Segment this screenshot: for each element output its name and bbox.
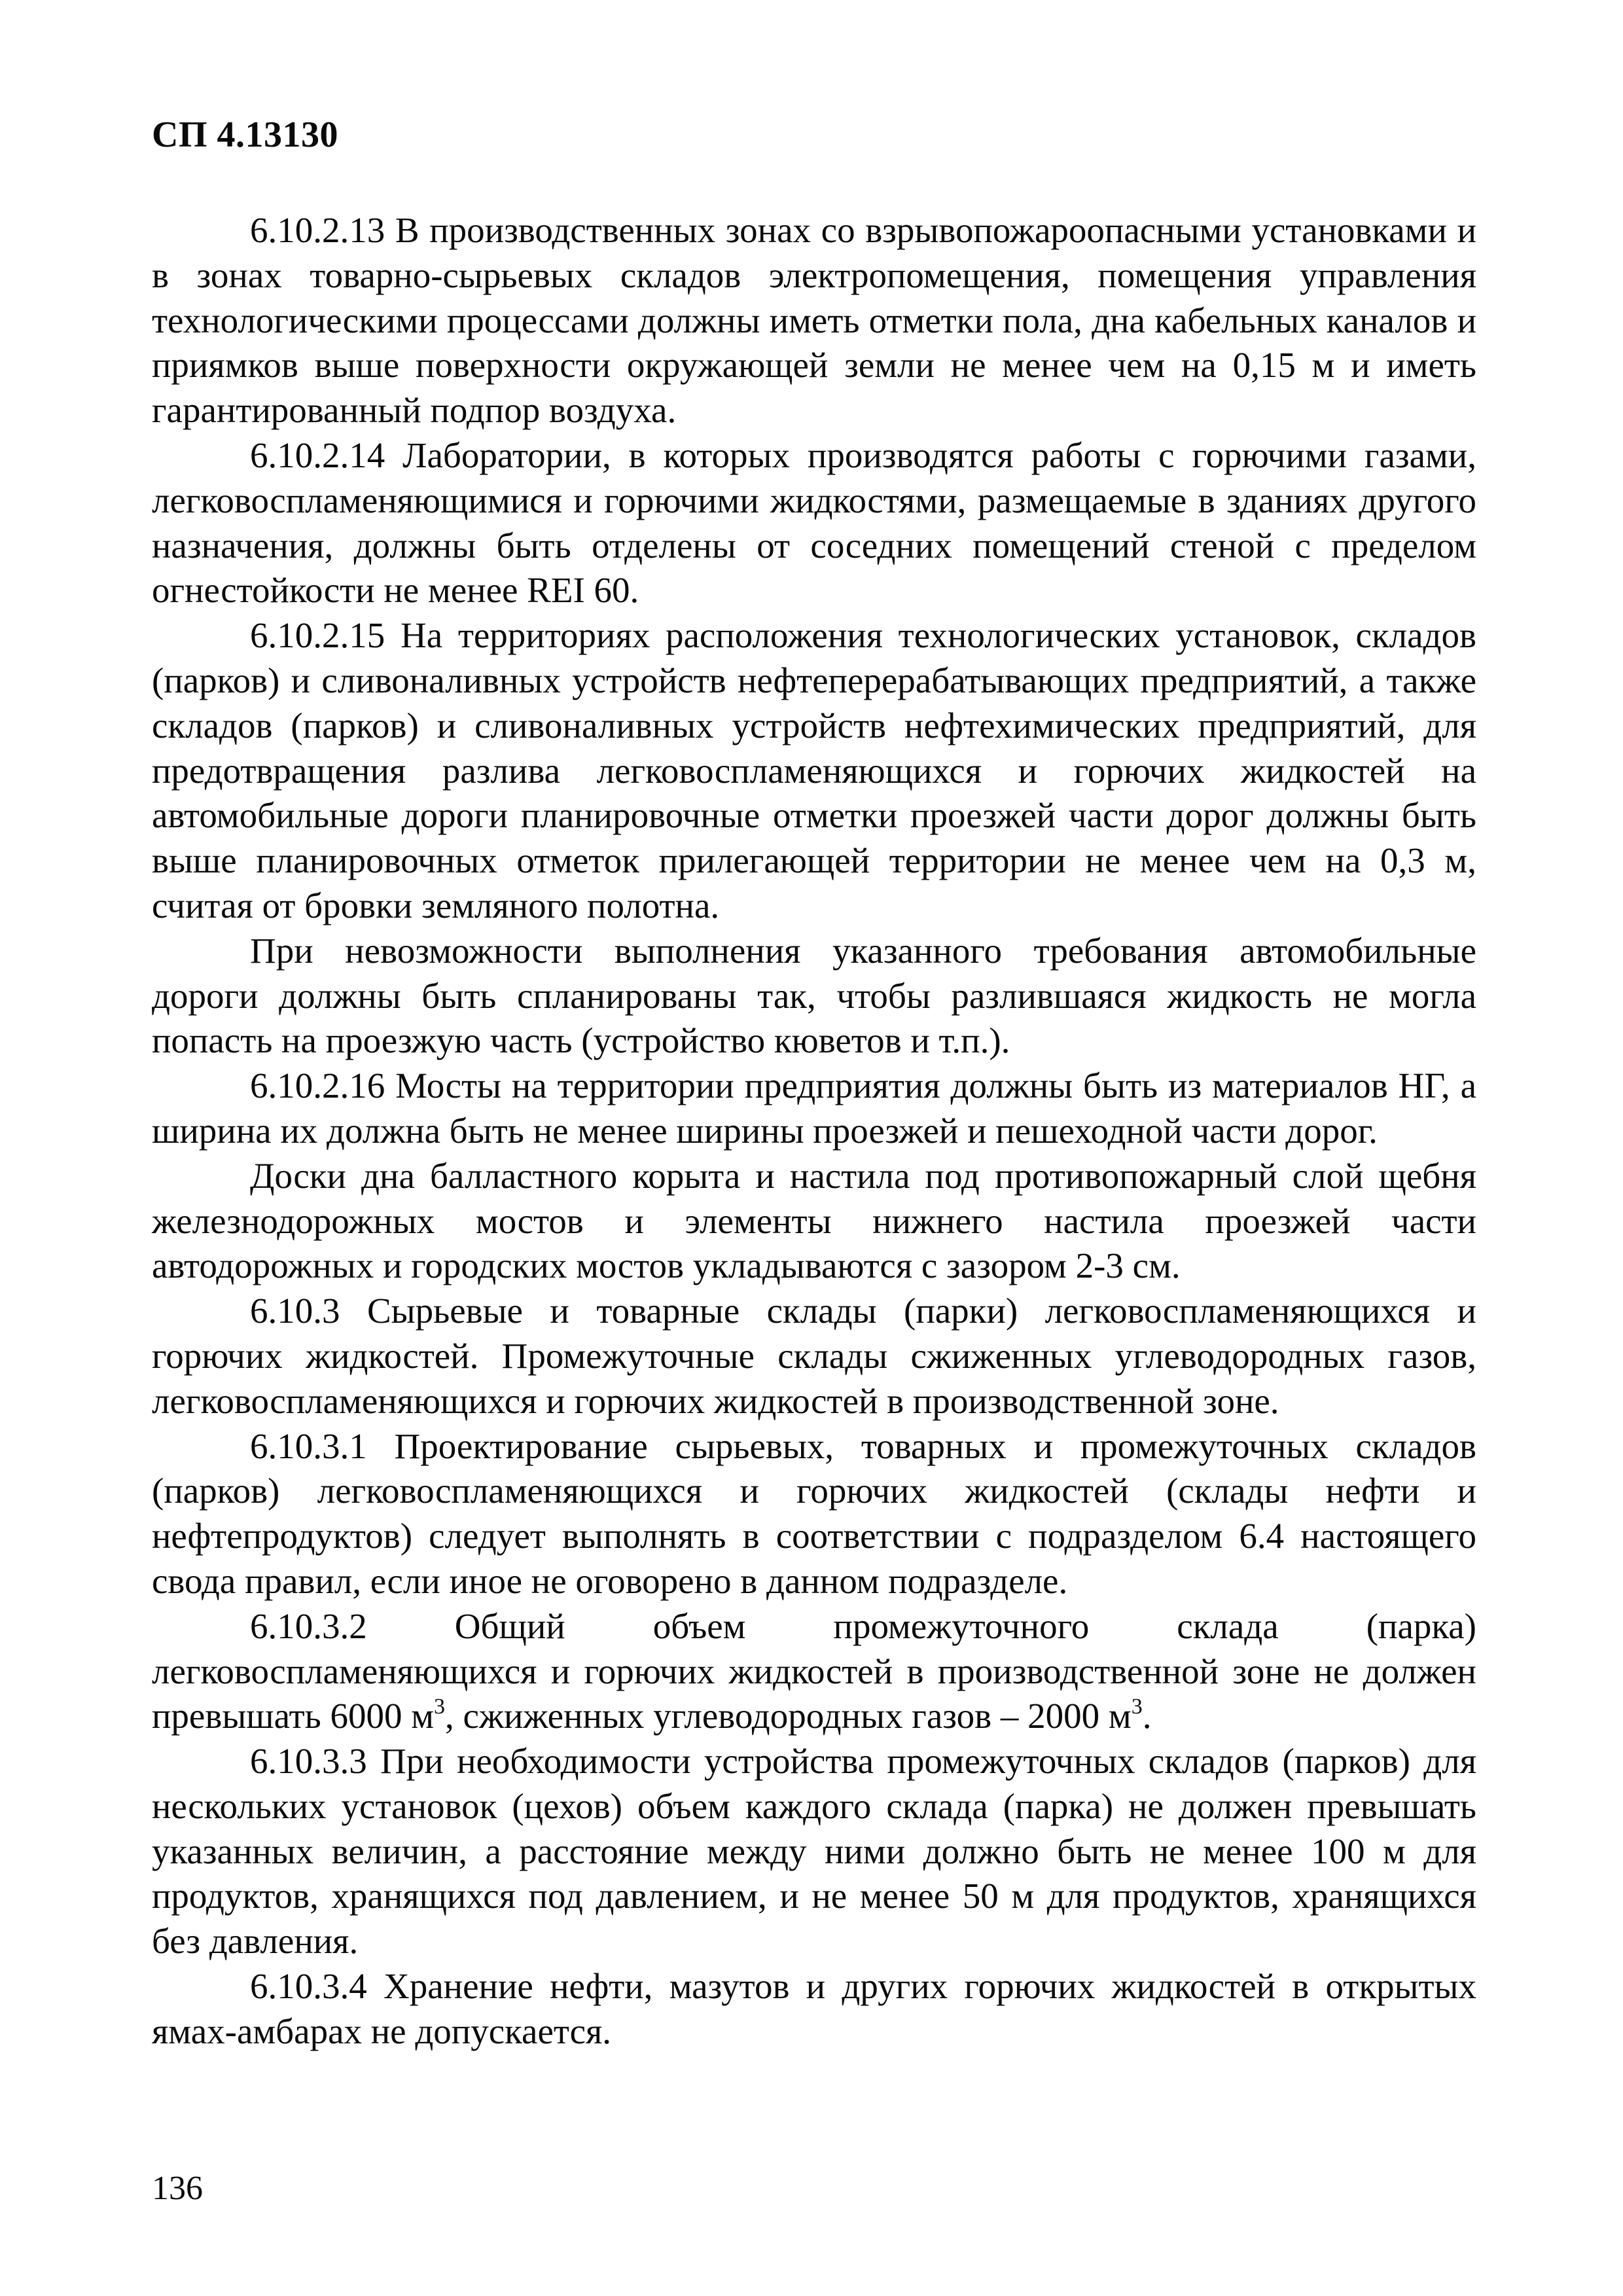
paragraph-number: 6.10.3	[250, 1291, 340, 1331]
superscript-cubic: 3	[1131, 1695, 1143, 1719]
superscript-cubic: 3	[434, 1695, 446, 1719]
paragraph-6-10-2-16	[152, 1064, 1476, 1154]
paragraph-text: .	[1142, 1696, 1152, 1736]
paragraph-number: 6.10.2.16	[250, 1066, 385, 1106]
paragraph-text: Лаборатории, в которых производятся работы с горючими газами, легковоспламеняющимися и горючими жидкостями, размещаемые в зданиях другого назначения, должны быть отделены от соседних помещений стеной с пределом огнестойкости не менее REI 60.	[152, 435, 1476, 611]
paragraph-number: 6.10.3.2	[250, 1605, 367, 1646]
paragraph-text: Общий объем промежуточного склада (парка) легковоспламеняющихся и горючих жидкостей в производственной зоне не должен превышать 6000 м	[152, 1605, 1476, 1736]
paragraph-6-10-3	[152, 1289, 1476, 1424]
paragraph-text: Сырьевые и товарные склады (парки) легковоспламеняющихся и горючих жидкостей. Промежуточные склады сжиженных углеводородных газов, легковоспламеняющихся и горючих жидкостей в производственной зоне.	[152, 1291, 1476, 1421]
paragraph-6-10-2-15	[152, 613, 1476, 929]
paragraph-text: , сжиженных углеводородных газов – 2000 м	[445, 1696, 1132, 1736]
paragraph-number: 6.10.2.14	[250, 435, 385, 475]
paragraph-6-10-3-1	[152, 1424, 1476, 1604]
page-number: 136	[152, 2170, 203, 2207]
paragraph-text: Проектирование сырьевых, товарных и промежуточных складов (парков) легковоспламеняющихся и горючих жидкостей (склады нефти и нефтепродуктов) следует выполнять в соответствии с подразделом 6.4 настоящего свода правил, если иное не оговорено в данном подразделе.	[152, 1426, 1476, 1601]
paragraph-6-10-3-2	[152, 1604, 1476, 1739]
paragraph-6-10-2-16-note	[152, 1154, 1476, 1289]
paragraph-number: 6.10.3.3	[250, 1741, 367, 1782]
paragraph-6-10-2-14	[152, 433, 1476, 613]
paragraph-6-10-2-13	[152, 208, 1476, 433]
paragraph-text: Доски дна балластного корыта и настила под противопожарный слой щебня железнодорожных мостов и элементы нижнего настила проезжей части автодорожных и городских мостов укладываются с зазором 2-3 см.	[152, 1155, 1476, 1286]
paragraph-6-10-3-4	[152, 1964, 1476, 2054]
paragraph-text: На территориях расположения технологических установок, складов (парков) и сливоналивных устройств нефтеперерабатывающих предприятий, а также складов (парков) и сливоналивных устройств нефтехимических предприятий, для предотвращения разлива легковоспламеняющихся и горючих жидкостей на автомобильные дороги планировочные отметки проезжей части дорог должны быть выше планировочных отметок прилегающей территории не менее чем на 0,3 м, считая от бровки земляного полотна.	[152, 615, 1476, 925]
paragraph-number: 6.10.2.15	[250, 615, 385, 656]
paragraph-6-10-3-3	[152, 1739, 1476, 1964]
paragraph-text: При невозможности выполнения указанного требования автомобильные дороги должны быть спланированы так, чтобы разлившаяся жидкость не могла попасть на проезжую часть (устройство кюветов и т.п.).	[152, 930, 1476, 1061]
paragraph-text: В производственных зонах со взрывопожароопасными установками и в зонах товарно-сырьевых складов электропомещения, помещения управления технологическими процессами должны иметь отметки пола, дна кабельных каналов и приямков выше поверхности окружающей земли не менее чем на 0,15 м и иметь гарантированный подпор воздуха.	[152, 210, 1476, 431]
paragraph-6-10-2-15-note	[152, 929, 1476, 1064]
paragraph-number: 6.10.2.13	[250, 210, 385, 250]
paragraph-text: Мосты на территории предприятия должны быть из материалов НГ, а ширина их должна быть не менее ширины проезжей и пешеходной части дорог.	[152, 1066, 1476, 1151]
document-header: СП 4.13130	[152, 115, 338, 155]
paragraph-number: 6.10.3.4	[250, 1966, 367, 2007]
paragraph-text: При необходимости устройства промежуточных складов (парков) для нескольких установок (цехов) объем каждого склада (парка) не должен превышать указанных величин, а расстояние между ними должно быть не менее 100 м для продуктов, хранящихся под давлением, и не менее 50 м для продуктов, хранящихся без давления.	[152, 1741, 1476, 1962]
document-body	[152, 208, 1476, 2054]
paragraph-number: 6.10.3.1	[250, 1426, 367, 1466]
paragraph-text: Хранение нефти, мазутов и других горючих жидкостей в открытых ямах-амбарах не допускается.	[152, 1966, 1476, 2051]
